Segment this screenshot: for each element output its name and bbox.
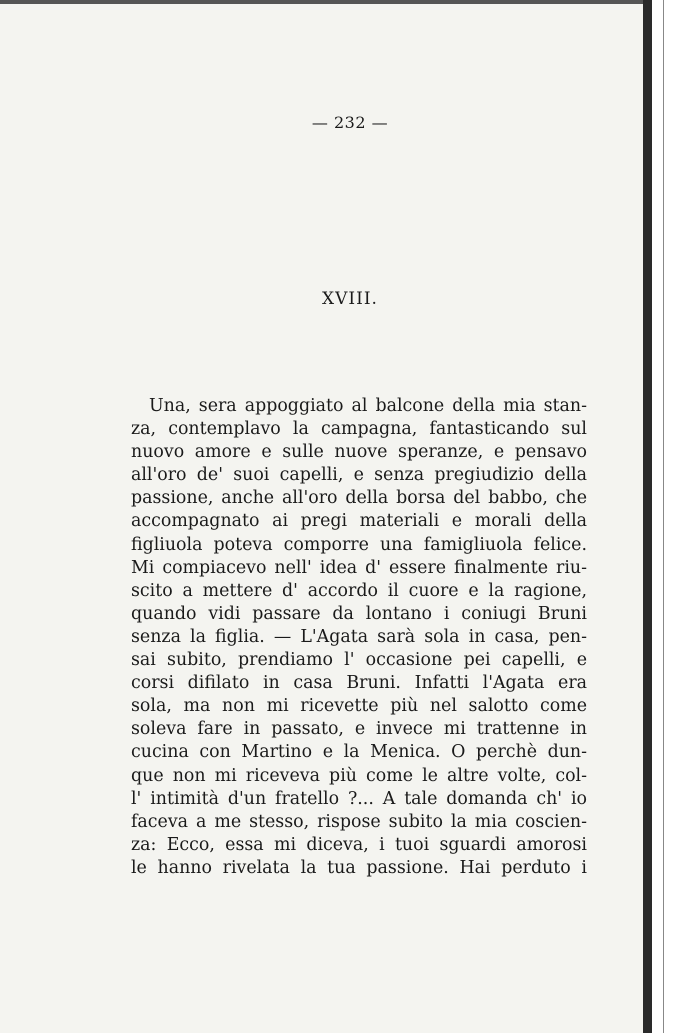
text-line: scito a mettere d' accordo il cuore e la ragione, xyxy=(131,580,587,601)
text-line: cucina con Martino e la Menica. O perchè dun- xyxy=(131,742,587,763)
text-line: sola, ma non mi ricevette più nel salotto come xyxy=(131,696,587,717)
text-line: accompagnato ai pregi materiali e morali della xyxy=(131,511,587,532)
binding-shadow xyxy=(643,0,652,1033)
page-top-edge xyxy=(0,0,650,4)
text-line: que non mi riceveva più come le altre volte, col- xyxy=(131,765,587,786)
text-line: za, contemplavo la campagna, fantasticando sul xyxy=(131,419,587,440)
chapter-title: XVIII. xyxy=(322,289,378,309)
text-line: faceva a me stesso, rispose subito la mia coscien- xyxy=(131,811,587,832)
page-right-edge xyxy=(643,0,688,1033)
text-line: za: Ecco, essa mi diceva, i tuoi sguardi amorosi xyxy=(131,834,587,855)
text-line: Una, sera appoggiato al balcone della mia stan- xyxy=(149,396,587,416)
text-line: nuovo amore e sulle nuove speranze, e pensavo xyxy=(131,442,587,463)
text-line: soleva fare in passato, e invece mi trattenne in xyxy=(131,719,587,740)
text-line: sai subito, prendiamo l' occasione pei capelli, e xyxy=(131,650,587,671)
text-line: passione, anche all'oro della borsa del babbo, che xyxy=(131,488,587,509)
text-line: quando vidi passare da lontano i coniugi Bruni xyxy=(131,603,587,624)
text-line: all'oro de' suoi capelli, e senza pregiudizio della xyxy=(131,465,587,486)
text-line: corsi difilato in casa Bruni. Infatti l'Agata era xyxy=(131,673,587,694)
next-page-edge xyxy=(663,0,664,1033)
text-line: Mi compiacevo nell' idea d' essere finalmente riu- xyxy=(131,557,587,578)
page-number: — 232 — xyxy=(311,113,389,132)
text-line: figliuola poteva comporre una famigliuola felice. xyxy=(131,534,587,555)
text-line: le hanno rivelata la tua passione. Hai perduto i xyxy=(131,857,587,878)
body-text xyxy=(131,395,587,880)
text-line: senza la figlia. — L'Agata sarà sola in casa, pen- xyxy=(131,626,587,647)
text-line: l' intimità d'un fratello ?... A tale domanda ch' io xyxy=(131,788,587,809)
